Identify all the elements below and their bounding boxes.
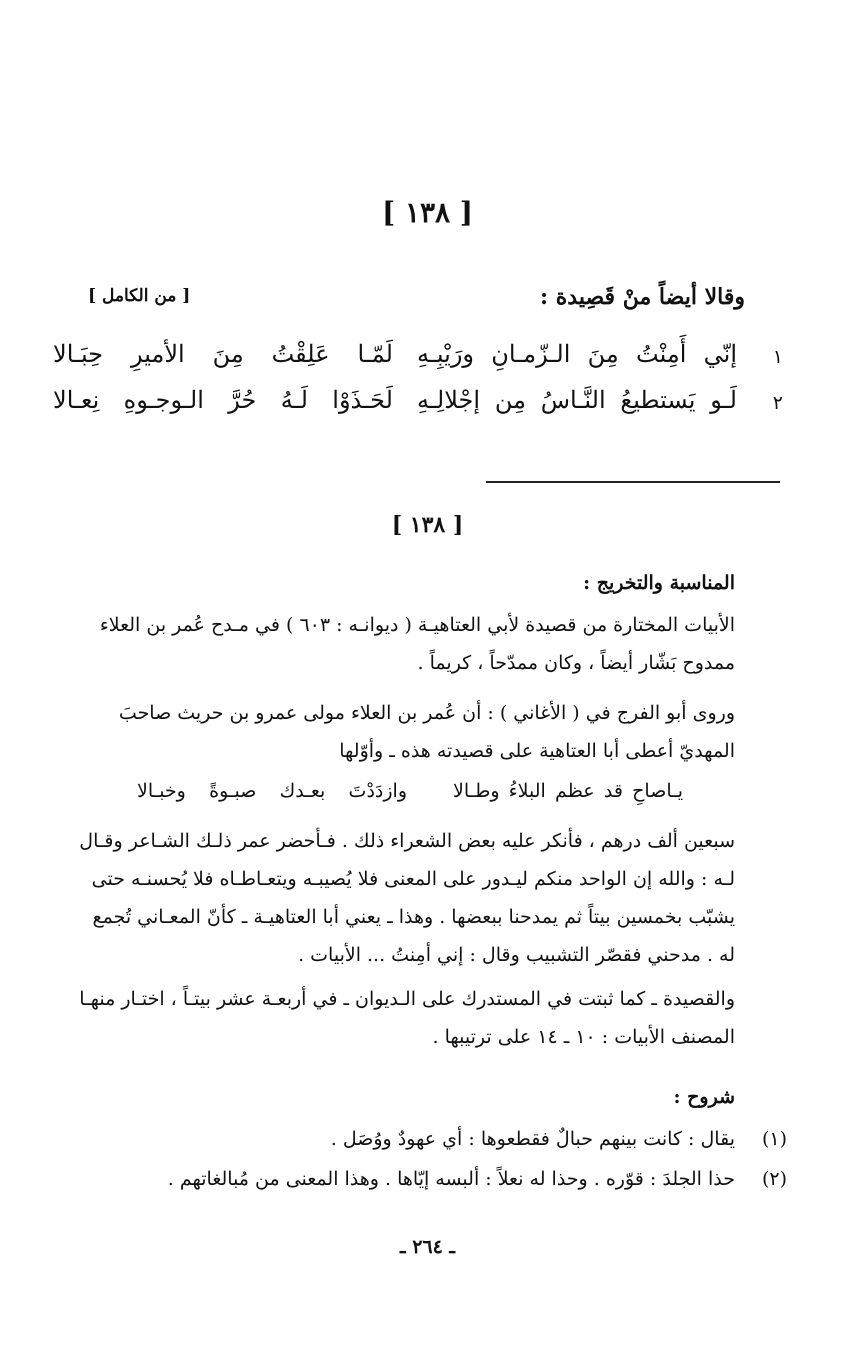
footnote-marker: (٢) [761,1168,787,1190]
text-line: له . مدحني فقصّر التشبيب وقال : إني أمِنتُ ... الأبيات . [298,944,735,966]
verse-number: ١ [772,346,783,368]
meter-label: [ من الكامل ] [88,286,191,306]
separator-rule [486,481,780,483]
section-heading-munasaba: المناسبة والتخريج : [583,572,735,594]
footnote [67,1128,787,1166]
text-line: المهديّ أعطى أبا العتاهية على قصيدته هذه ـ وأوّلها [339,740,735,762]
paragraph-aghani [120,694,735,770]
paragraph-story [79,822,735,974]
verse-number: ٢ [772,392,783,414]
verse-line [0,386,855,430]
text-line: سبعين ألف درهم ، فأنكر عليه بعض الشعراء ذلك . فـأحضر عمر ذلـك الشـاعر وقـال [79,830,735,852]
text-line: والقصيدة ـ كما ثبتت في المستدرك على الـديوان ـ في أربعـة عشر بيتـاً ، اختـار منهـا [79,988,735,1010]
text-line: لـه : والله إن الواحد منكم ليـدور على المعنى فلا يُصيبـه ويتعـاطـاه فلا يُحسنـه حتى [91,868,735,890]
verse-line [0,340,855,384]
footnote-marker: (١) [761,1128,787,1150]
footnote [67,1168,787,1206]
page-number: ـ ٢٦٤ ـ [400,1236,455,1258]
verse-second-hemistich: لَحَـذَوْا لَـهُ حُرَّ الـوجـوهِ نِعـالا [53,386,393,414]
poem-number: [ ١٣٨ ] [381,196,474,229]
verse-second-hemistich: وازدَدْتَ بعـدك صبـوةً وخبـالا [137,780,407,802]
footnote-text: حذا الجلدَ : قوّره . وحذا له نعلاً : ألبسه إيّاها . وهذا المعنى من مُبالغاتهم . [167,1168,735,1190]
verse-first-hemistich: إنّي أَمِنْتُ مِنَ الـزّمـانِ ورَيْبِـهِ [417,340,737,368]
text-line: المصنف الأبيات : ١٠ ـ ١٤ على ترتيبها . [432,1026,735,1048]
quoted-verse [0,780,855,820]
text-line: وروى أبو الفرج في ( الأغاني ) : أن عُمر بن العلاء مولى عمرو بن حريث صاحبَ [118,702,735,724]
footnote-text: يقال : كانت بينهم حبالٌ فقطعوها : أي عهودٌ ووُصَل . [330,1128,735,1150]
poem-intro: وقالا أيضاً منْ قَصِيدة : [539,284,745,310]
paragraph-sources [99,606,735,682]
verse-first-hemistich: يـاصاحِ قد عظم البلاءُ وطـالا [453,780,683,802]
notes-number: [ ١٣٨ ] [391,512,464,538]
verse-second-hemistich: لَمّـا عَلِقْتُ مِنَ الأميرِ حِبَـالا [53,340,393,368]
verse-first-hemistich: لَـو يَستطيعُ النَّـاسُ مِن إجْلالِـهِ [417,386,737,414]
section-heading-shuruh: شروح : [673,1086,735,1108]
text-line: يشبّب بخمسين بيتاً ثم يمدحنا ببعضها . وهذا ـ يعني أبا العتاهيـة ـ كأنّ المعـاني تُجمع [92,906,735,928]
text-line: الأبيات المختارة من قصيدة لأبي العتاهيـة ( ديوانـه : ٦٠٣ ) في مـدح عُمر بن العلاء [99,614,735,636]
paragraph-qasida [79,980,735,1056]
text-line: ممدوح بَشّار أيضاً ، وكان ممدّحاً ، كريماً . [417,652,735,674]
